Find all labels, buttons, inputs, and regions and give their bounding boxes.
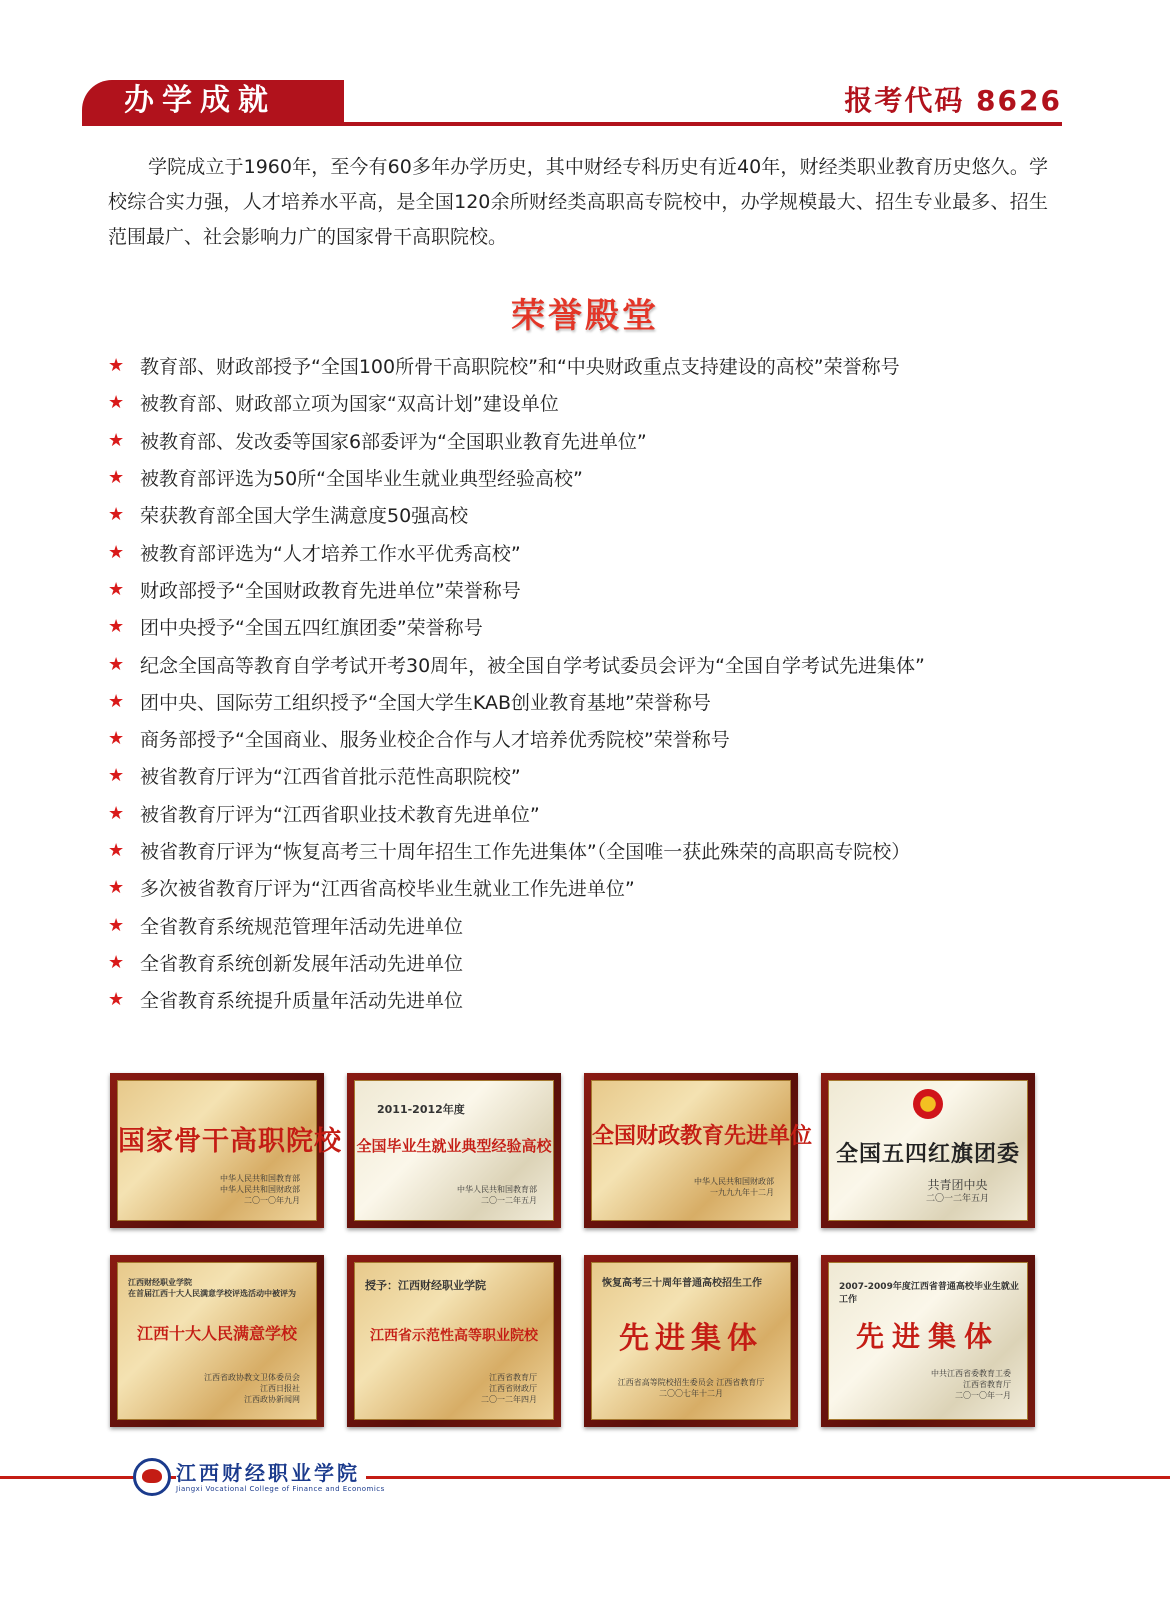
star-icon: ★ bbox=[108, 616, 125, 638]
plaque-issuer: 中共江西省委教育工委 江西省教育厅 二〇一〇年一月 bbox=[931, 1369, 1011, 1400]
star-icon: ★ bbox=[108, 765, 125, 787]
intro-paragraph: 学院成立于1960年，至今有60多年办学历史，其中财经专科历史有近40年，财经类职业教育历史悠久。学校综合实力强，人才培养水平高，是全国120余所财经类高职高专院校中，办学规模最大、招生专业最多、招生范围最广、社会影响力广的国家骨干高职院校。 bbox=[108, 156, 1048, 248]
award-plaque bbox=[584, 1255, 798, 1427]
list-item: ★ 被省教育厅评为“恢复高考三十周年招生工作先进集体”（全国唯一获此殊荣的高职高专院校） bbox=[108, 840, 911, 863]
star-icon: ★ bbox=[108, 951, 125, 973]
star-icon: ★ bbox=[108, 541, 125, 563]
header-rule bbox=[82, 122, 1062, 126]
star-icon: ★ bbox=[108, 392, 125, 414]
list-item: ★ 纪念全国高等教育自学考试开考30周年，被全国自学考试委员会评为“全国自学考试先进集体” bbox=[108, 653, 925, 677]
enrollment-code: 报考代码 8626 bbox=[844, 84, 1062, 117]
list-item: ★ 被教育部、发改委等国家6部委评为“全国职业教育先进单位” bbox=[108, 429, 647, 453]
college-logo-icon bbox=[133, 1458, 171, 1496]
list-item: ★ 全省教育系统提升质量年活动先进单位 bbox=[108, 989, 464, 1013]
star-icon: ★ bbox=[108, 355, 125, 377]
award-plaque bbox=[821, 1255, 1035, 1427]
plaque-subtitle: 授予：江西财经职业学院 bbox=[365, 1279, 486, 1292]
plaque-issuer: 中华人民共和国财政部 一九九九年十二月 bbox=[694, 1177, 774, 1197]
list-item: ★ 荣获教育部全国大学生满意度50强高校 bbox=[108, 504, 469, 528]
star-icon: ★ bbox=[108, 802, 125, 824]
plaque-issuer: 江西省高等院校招生委员会 江西省教育厅 二〇〇七年十二月 bbox=[617, 1378, 765, 1398]
list-item: ★ 多次被省教育厅评为“江西省高校毕业生就业工作先进单位” bbox=[108, 877, 635, 901]
plaque-subtitle: 恢复高考三十周年普通高校招生工作 bbox=[602, 1278, 762, 1289]
plaque-title: 江西十大人民满意学校 bbox=[136, 1324, 297, 1343]
list-item: ★ 全省教育系统规范管理年活动先进单位 bbox=[108, 914, 464, 938]
star-icon: ★ bbox=[108, 989, 125, 1011]
star-icon: ★ bbox=[108, 429, 125, 451]
star-icon: ★ bbox=[108, 728, 125, 750]
award-plaque bbox=[347, 1255, 561, 1427]
honors-title: 荣誉殿堂 bbox=[511, 296, 659, 336]
section-header bbox=[82, 80, 1062, 128]
list-item: ★ 财政部授予“全国财政教育先进单位”荣誉称号 bbox=[108, 578, 521, 602]
award-plaques-gallery bbox=[110, 1073, 1036, 1427]
list-item: ★ 团中央授予“全国五四红旗团委”荣誉称号 bbox=[108, 616, 483, 640]
star-icon: ★ bbox=[108, 690, 125, 712]
plaque-title: 先进集体 bbox=[855, 1320, 1000, 1353]
star-icon: ★ bbox=[108, 877, 125, 899]
college-name-english: Jiangxi Vocational College of Finance and Economics bbox=[176, 1485, 385, 1493]
honors-list bbox=[108, 347, 1068, 1018]
plaque-subtitle: 2011-2012年度 bbox=[377, 1103, 465, 1116]
list-item: ★ 教育部、财政部授予“全国100所骨干高职院校”和“中央财政重点支持建设的高校”荣誉称号 bbox=[108, 355, 900, 379]
list-item: ★ 团中央、国际劳工组织授予“全国大学生KAB创业教育基地”荣誉称号 bbox=[108, 690, 711, 714]
plaque-issuer: 江西省政协教文卫体委员会 江西日报社 江西政协新闻网 bbox=[204, 1373, 300, 1404]
plaque-issuer: 中华人民共和国教育部 中华人民共和国财政部 二〇一〇年九月 bbox=[220, 1174, 300, 1205]
list-item: ★ 被教育部、财政部立项为国家“双高计划”建设单位 bbox=[108, 392, 559, 416]
youth-league-emblem-icon bbox=[913, 1089, 943, 1119]
list-item: ★ 全省教育系统创新发展年活动先进单位 bbox=[108, 951, 464, 975]
award-plaque bbox=[347, 1073, 561, 1228]
star-icon: ★ bbox=[108, 840, 125, 861]
list-item: ★ 被省教育厅评为“江西省首批示范性高职院校” bbox=[108, 765, 521, 789]
list-item: ★ 被省教育厅评为“江西省职业技术教育先进单位” bbox=[108, 802, 540, 826]
plaque-title: 国家骨干高职院校 bbox=[118, 1126, 342, 1157]
plaque-title: 江西省示范性高等职业院校 bbox=[370, 1328, 538, 1344]
plaque-issuer: 共青团中央 二〇一二年五月 bbox=[925, 1178, 989, 1204]
star-icon: ★ bbox=[108, 504, 125, 526]
award-plaque bbox=[110, 1255, 324, 1427]
star-icon: ★ bbox=[108, 653, 125, 675]
plaque-subtitle: 江西财经职业学院 在首届江西十大人民满意学校评选活动中被评为 bbox=[128, 1278, 296, 1298]
list-item: ★ 被教育部评选为“人才培养工作水平优秀高校” bbox=[108, 541, 521, 565]
plaque-title: 全国五四红旗团委 bbox=[835, 1142, 1020, 1167]
list-item: ★ 被教育部评选为50所“全国毕业生就业典型经验高校” bbox=[108, 467, 583, 491]
plaque-subtitle: 2007-2009年度江西省普通高校毕业生就业工作 bbox=[839, 1282, 1019, 1305]
list-item: ★ 商务部授予“全国商业、服务业校企合作与人才培养优秀院校”荣誉称号 bbox=[108, 728, 730, 752]
plaque-issuer: 中华人民共和国教育部 二〇一二年五月 bbox=[457, 1185, 537, 1205]
college-name: 江西财经职业学院 bbox=[176, 1462, 366, 1484]
plaque-title: 先进集体 bbox=[619, 1321, 763, 1356]
star-icon: ★ bbox=[108, 578, 125, 600]
plaque-title: 全国毕业生就业典型经验高校 bbox=[356, 1137, 552, 1155]
award-plaque bbox=[584, 1073, 813, 1228]
award-plaque bbox=[821, 1073, 1035, 1228]
star-icon: ★ bbox=[108, 914, 125, 936]
star-icon: ★ bbox=[108, 467, 125, 489]
plaque-issuer: 江西省教育厅 江西省财政厅 二〇一二年四月 bbox=[481, 1373, 537, 1404]
plaque-title: 全国财政教育先进单位 bbox=[592, 1124, 813, 1149]
section-title-tab: 办学成就 bbox=[82, 80, 344, 122]
award-plaque bbox=[110, 1073, 342, 1228]
